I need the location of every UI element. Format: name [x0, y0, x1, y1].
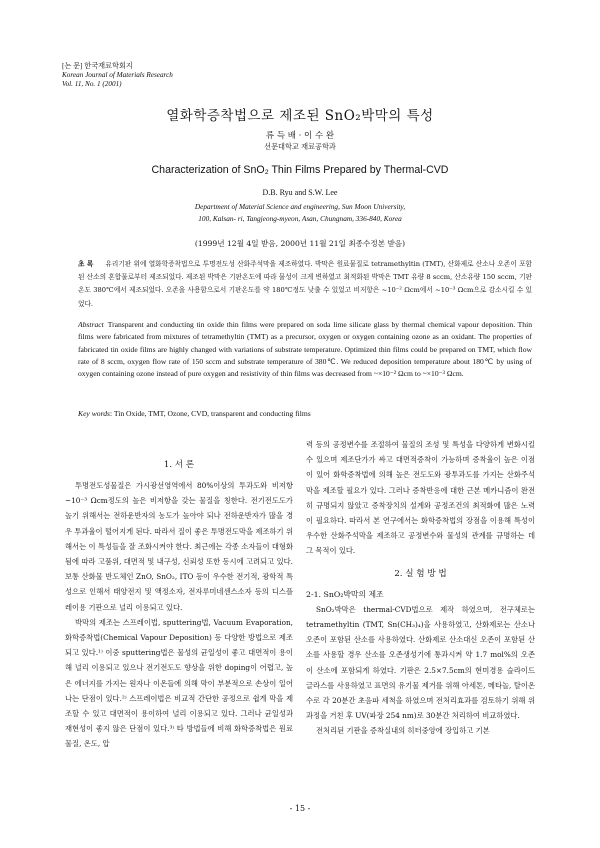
journal-line-2: Korean Journal of Materials Research: [62, 71, 173, 79]
section-2-heading: 2. 실 험 방 법: [394, 568, 447, 579]
section-1-heading: 1. 서 론: [163, 460, 195, 470]
right-column: [306, 437, 535, 739]
paragraph: 투명전도성물질은 가시광선영역에서 80%이상의 투과도와 비저항 ~10⁻³ Ωcm정도의 높은 비저항을 갖는 물질을 칭한다. 전기전도도가 높기 위해서는 전하운반자의 농도가 높아야 되나 전하운반자가 많을 경우 투과율이 떨어지게 된다. 따라서 질이 좋은 투명전도막을 제조하기 위해서는 이 특성들을 잘 조화시켜야 한다. 최근에는 각종 소자들이 대형화됨에 따라 고품위, 대면적 및 내구성, 신뢰성 또한 동시에 고려되고 있다. 보통 산화물 반도체인 ZnO, SnO₂, ITO 등이 우수한 전기적, 광학적 특성으로 인해서 태양전지 및 액정소자, 전자루미네센스소자 등의 디스플레이용 기판으로 널리 이용되고 있다.: [65, 481, 293, 612]
affiliation-english: [0, 201, 600, 225]
affiliation-english-line-1: Department of Material Science and engineering, Sun Moon University,: [194, 202, 406, 211]
title-english: Characterization of SnO₂ Thin Films Prepared by Thermal-CVD: [151, 164, 449, 176]
page-number: - 15 -: [289, 804, 311, 813]
journal-header: [62, 62, 173, 89]
authors-korean: 류 득 배 · 이 수 완: [265, 131, 335, 141]
title-korean: 열화학증착법으로 제조된 SnO₂박막의 특성: [166, 108, 434, 124]
abstract-korean: [78, 258, 532, 311]
keywords-text: : Tin Oxide, TMT, Ozone, CVD, transparent and conducting films: [110, 409, 311, 418]
authors-english: D.B. Ryu and S.W. Lee: [262, 188, 338, 197]
affiliation-english-line-2: 100, Kalsan- ri, Tangjeong-myeon, Asan, Chungnam, 336-840, Korea: [198, 214, 402, 223]
paragraph: SnO₂박막은 thermal-CVD법으로 제작 하였으며, 전구체로는 tetramethyltin (TMT, Sn(CH₃)₄)을 사용하였고, 산화제로는 산소나 오존이 포함된 산소를 사용하였다. 산화제로 산소대신 오존이 포함된 산소를 사용할 경우 산소를 오존생성기에 통과시켜 약 1.7 mol%의 오존이 산소에 포함되게 하였다. 기판은 2.5×7.5cm의 현미경용 슬라이드 글라스를 사용하였고 표면의 유기물 제거를 위해 아세톤, 메타놀, 탈이온수로 각 20분간 초음파 세척을 하였으며 전처리효과를 검토하기 위해 위 과정을 거친 후 UV(파장 254 nm)로 30분간 처리하여 비교하였다.: [306, 604, 535, 721]
left-column: [65, 456, 293, 752]
journal-line-3: Vol. 11, No. 1 (2001): [62, 80, 122, 88]
abstract-english-label: Abstract: [78, 320, 104, 329]
paragraph: 전처리된 기판을 증착실내의 히터중앙에 장입하고 기본: [316, 726, 490, 736]
journal-line-1: [논 문] 한국재료학회지: [62, 62, 133, 70]
abstract-korean-label: 초 록: [78, 260, 94, 268]
affiliation-korean: 선문대학교 재료공학과: [264, 142, 336, 151]
subsection-2-1-heading: 2-1. SnO₂박막의 제조: [306, 589, 384, 599]
abstract-english: [78, 319, 532, 380]
paragraph: 박막의 제조는 스프레이법, sputtering법, Vacuum Evaporation, 화학증착법(Chemical Vapour Deposition) 등 다양한 방법으로 제조되고 있다.¹⁾ 이중 sputtering법은 물성의 균일성이 좋고 대면적이 용이해 널리 이용되고 있으나 전기전도도 향상을 위한 doping이 어렵고, 높은 에너지를 가지는 원자나 이온들에 의해 막이 부분적으로 손상이 일어나는 단점이 있다.²⁾ 스프레이법은 비교적 간단한 공정으로 쉽게 막을 제조할 수 있고 대면적이 용이하여 널리 이용되고 있다. 그러나 균일성과 재현성이 좋지 않은 단점이 있다.³⁾ 타 방법들에 비해 화학증착법은 원료물질, 온도, 압: [65, 617, 293, 749]
keywords: [78, 409, 532, 418]
abstract-korean-text: 유리기판 위에 열화학증착법으로 투명전도성 산화주석막을 제조하였다. 박막은 원료물질로 tetramethyltin (TMT), 산화제로 산소나 오존이 포함된 산소의 혼합물로부터 제조되었다. 제조된 박막은 기판온도에 따라 물성이 크게 변하였고 최적화된 박막은 TMT 유량 8 sccm, 산소유량 150 sccm, 기판온도 380℃에서 제조되었다. 오존을 사용함으로서 기판온도를 약 180℃정도 낮출 수 있었고 비저항은 ~10⁻² Ωcm에서 ~10⁻³ Ωcm으로 감소시킬 수 있었다.: [78, 260, 532, 308]
keywords-label: Key words: [78, 409, 110, 418]
abstract-english-text: Transparent and conducting tin oxide thin films were prepared on soda lime silicate glass by thermal chemical vapour deposition. Thin films were fabricated from mixtures of tetramethyltin (TMT) as a precursor, oxygen or oxygen containing ozone as an oxidant. The properties of fabricated tin oxide films are highly changed with variations of substrate temperature. Optimized thin films could be prepared on TMT, which flow rate of 8 sccm, oxygen flow rate of 150 sccm and substrate temperature of 380℃. We reduced deposition temperature about 180℃ by using of oxygen containing ozone instead of pure oxygen and resistivity of thin films was decreased from ~×10⁻² Ωcm to ~×10⁻³ Ωcm.: [78, 320, 532, 379]
paragraph: 력 등의 공정변수를 조절하여 물질의 조성 및 특성을 다양하게 변화시킬 수 있으며 제조단가가 싸고 대면적증착이 가능하며 증착율이 높은 이점이 있어 화학증착법에 의해 높은 전도도와 광투과도를 가지는 산화주석막을 제조할 필요가 있다. 그러나 증착반응에 대한 근본 메카니즘이 완전히 규명되지 않았고 증착장치의 설계와 공정조건의 최적화에 많은 노력이 필요하다. 따라서 본 연구에서는 화학증착법의 장점을 이용해 특성이 우수한 산화주석막을 제조하고 공정변수와 물성의 관계를 규명하는 데 그 목적이 있다.: [306, 440, 535, 556]
received-date: (1999년 12월 4일 받음, 2000년 11월 21일 최종수정본 받음): [194, 239, 406, 248]
